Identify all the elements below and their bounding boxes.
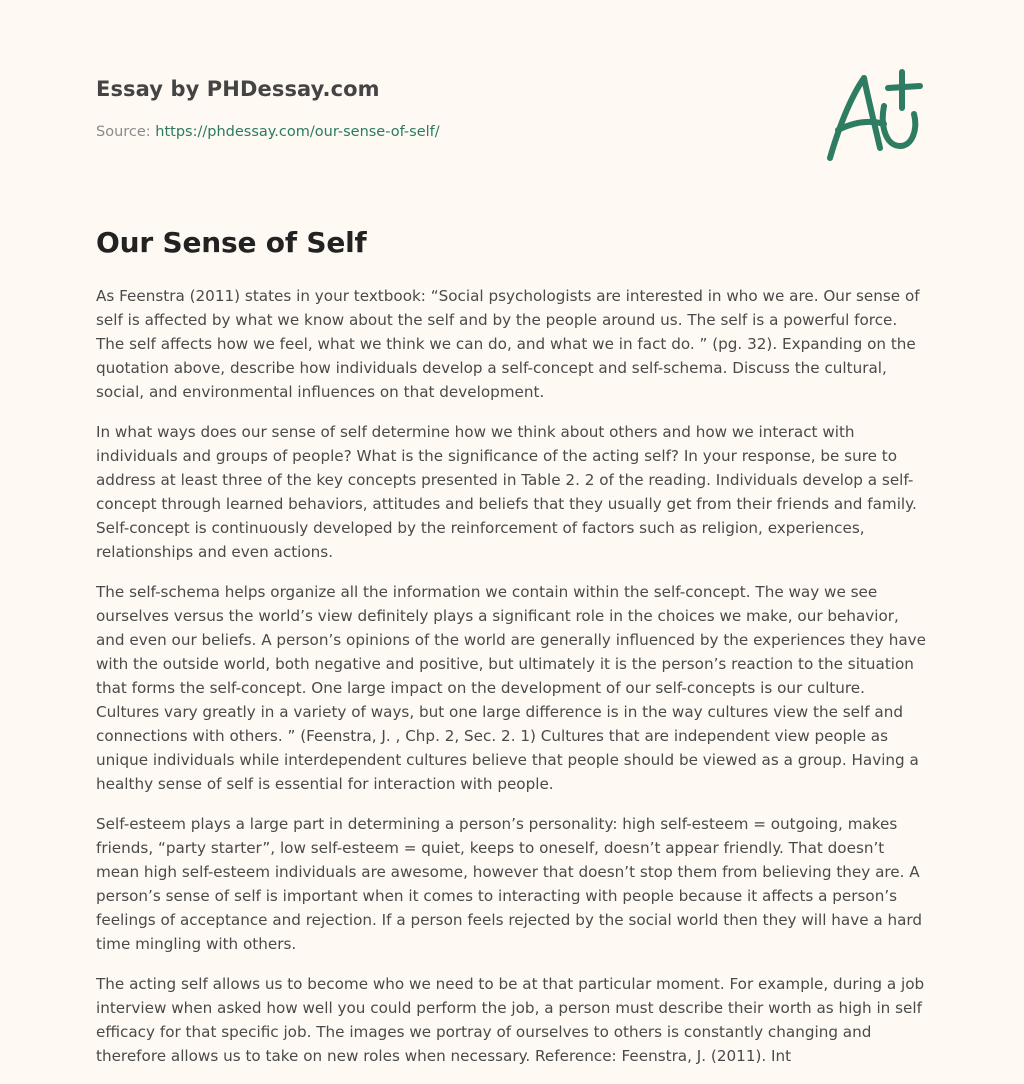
a-plus-logo-icon (824, 68, 928, 164)
article-body (96, 284, 928, 1084)
source-label: Source: (96, 124, 156, 140)
paragraph: The acting self allows us to become who we need to be at that particular moment. For example, during a job interview when asked how well you could perform the job, a person must describe their worth as high in self efficacy for that specific job. The images we portray of ourselves to others is constantly changing and therefore allows us to take on new roles when necessary. Reference: Feenstra, J. (2011). Int (96, 975, 925, 1065)
paragraph: As Feenstra (2011) states in your textbook: “Social psychologists are interested in who we are. Our sense of self is affected by what we know about the self and by the people around us. The self is a powerful force. The self affects how we feel, what we think we can do, and what we in fact do. ” (pg. 32). Expanding on the quotation above, describe how individuals develop a self-concept and self-schema. Discuss the cultural, social, and environmental influences on that development. (96, 287, 920, 401)
paragraph: The self-schema helps organize all the information we contain within the self-concept. The way we see ourselves versus the world’s view definitely plays a significant role in the choices we make, our behavior, and even our beliefs. A person’s opinions of the world are generally influenced by the experiences they have with the outside world, both negative and positive, but ultimately it is the person’s reaction to the situation that forms the self-concept. One large impact on the development of our self-concepts is our culture. Cultures vary greatly in a variety of ways, but one large difference is in the way cultures view the self and connections with others. ” (Feenstra, J. , Chp. 2, Sec. 2. 1) Cultures that are independent view people as unique individuals while interdependent cultures believe that people should be viewed as a group. Having a healthy sense of self is essential for interaction with people. (96, 583, 927, 793)
article-title: Our Sense of Self (96, 226, 367, 259)
source-link[interactable]: https://phdessay.com/our-sense-of-self/ (155, 124, 440, 140)
site-brand: Essay by PHDessay.com (96, 77, 380, 101)
paragraph: In what ways does our sense of self determine how we think about others and how we interact with individuals and groups of people? What is the significance of the acting self? In your response, be sure to address at least three of the key concepts presented in Table 2. 2 of the reading. Individuals develop a self-concept through learned behaviors, attitudes and beliefs that they usually get from their friends and family. Self-concept is continuously developed by the reinforcement of factors such as religion, experiences, relationships and even actions. (96, 423, 917, 561)
paragraph: Self-esteem plays a large part in determining a person’s personality: high self-esteem = outgoing, makes friends, “party starter”, low self-esteem = quiet, keeps to oneself, doesn’t appear friendly. That doesn’t mean high self-esteem individuals are awesome, however that doesn’t stop them from believing they are. A person’s sense of self is important when it comes to interacting with people because it affects a person’s feelings of acceptance and rejection. If a person feels rejected by the social world then they will have a hard time mingling with others. (96, 815, 923, 953)
source-line (96, 124, 440, 140)
